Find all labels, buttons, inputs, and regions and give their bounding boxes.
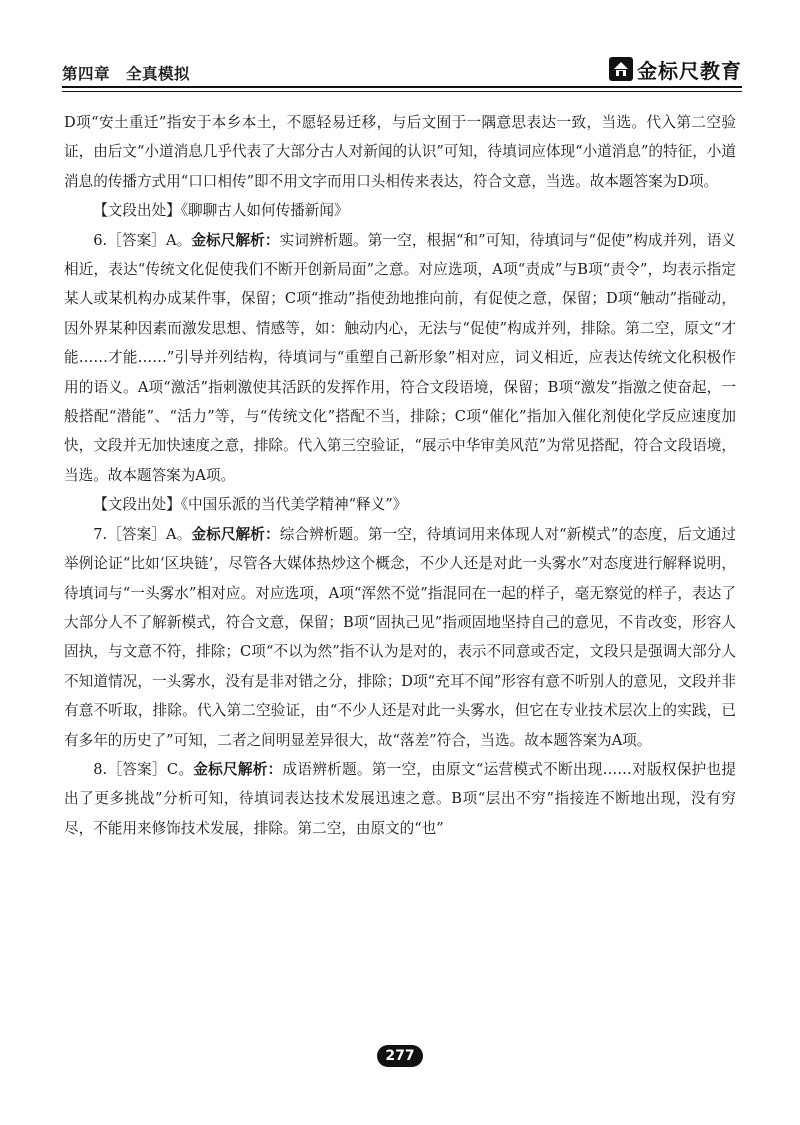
page-number-value: 277 [377, 1045, 422, 1067]
paragraph [64, 226, 736, 491]
text-run: 实词辨析题。第一空，根据“和”可知，待填词与“促使”构成并列，语义相近，表达“传统文化促使我们不断开创新局面”之意。对应选项，A项“责成”与B项“责令”，均表示指定某人或某机构办成某件事，保留；C项“推动”指使劲地推向前，有促使之意，保留；D项“触动”指碰动，因外界某种因素而激发思想、情感等，如：触动内心，无法与“促使”构成并列，排除。第二空，原文“才能……才能……”引导并列结构，待填词与“重塑自己新形象”相对应，词义相近，应表达传统文化积极作用的语义。A项“激活”指刺激使其活跃的发挥作用，符合文段语境，保留；B项“激发”指激之使奋起，一般搭配“潜能”、“活力”等，与“传统文化”搭配不当，排除；C项“催化”指加入催化剂使化学反应速度加快，文段并无加快速度之意，排除。代入第三空验证，“展示中华审美风范”为常见搭配，符合文段语境，当选。故本题答案为A项。 [64, 231, 736, 484]
bold-label: 金标尺解析： [191, 525, 280, 543]
text-run: D项“安土重迁”指安于本乡本土，不愿轻易迁移，与后文囿于一隅意思表达一致，当选。代入第二空验证，由后文“小道消息几乎代表了大部分古人对新闻的认识”可知，待填词应体现“小道消息”的特征，小道消息的传播方式用“口口相传”即不用文字而用口头相传来表达，符合文意，当选。故本题答案为D项。 [64, 114, 736, 190]
bold-label: 金标尺解析： [191, 231, 280, 249]
header-rule-thin [62, 91, 742, 92]
text-run: 6.［答案］A。 [93, 231, 192, 249]
chapter-title: 第四章 全真模拟 [62, 65, 191, 83]
paragraph [64, 108, 736, 196]
paragraph [64, 755, 736, 843]
text-run: 7.［答案］A。 [93, 525, 192, 543]
text-run: 【文段出处】《聊聊古人如何传播新闻》 [93, 202, 349, 220]
text-run: 成语辨析题。第一空，由原文“运营模式不断出现……对版权保护也提出了更多挑战”分析可知，待填词表达技术发展迅速之意。B项“层出不穷”指接连不断地出现，没有穷尽，不能用来修饰技术发展，排除。第二空，由原文的“也” [64, 760, 736, 837]
logo-text: 金标尺教育 [637, 58, 742, 83]
page-header [62, 56, 742, 90]
paragraph [64, 490, 736, 519]
paragraph [64, 520, 736, 755]
header-rule [62, 86, 742, 88]
text-run: 8.［答案］C。 [93, 760, 194, 778]
bold-label: 金标尺解析： [193, 760, 283, 778]
logo-icon [609, 57, 633, 81]
page-number [362, 1044, 438, 1068]
paragraph [64, 196, 736, 225]
text-run: 【文段出处】《中国乐派的当代美学精神“释义”》 [93, 496, 408, 514]
brand-logo [609, 56, 742, 82]
body-text [64, 108, 736, 843]
text-run: 综合辨析题。第一空，待填词用来体现人对“新模式”的态度，后文通过举例论证“比如‘区块链’，尽管各大媒体热炒这个概念，不少人还是对此一头雾水”对态度进行解释说明，待填词与“一头雾水”相对应。对应选项，A项“浑然不觉”指混同在一起的样子，毫无察觉的样子，表达了大部分人不了解新模式，符合文意，保留；B项“固执己见”指顽固地坚持自己的意见，不肯改变，形容人固执，与文意不符，排除；C项“不以为然”指不认为是对的，表示不同意或否定，文段只是强调大部分人不知道情况，一头雾水，没有是非对错之分，排除；D项“充耳不闻”形容有意不听别人的意见，文段并非有意不听取，排除。代入第二空验证，由“不少人还是对此一头雾水，但它在专业技术层次上的实践，已有多年的历史了”可知，二者之间明显差异很大，故“落差”符合，当选。故本题答案为A项。 [64, 525, 736, 749]
